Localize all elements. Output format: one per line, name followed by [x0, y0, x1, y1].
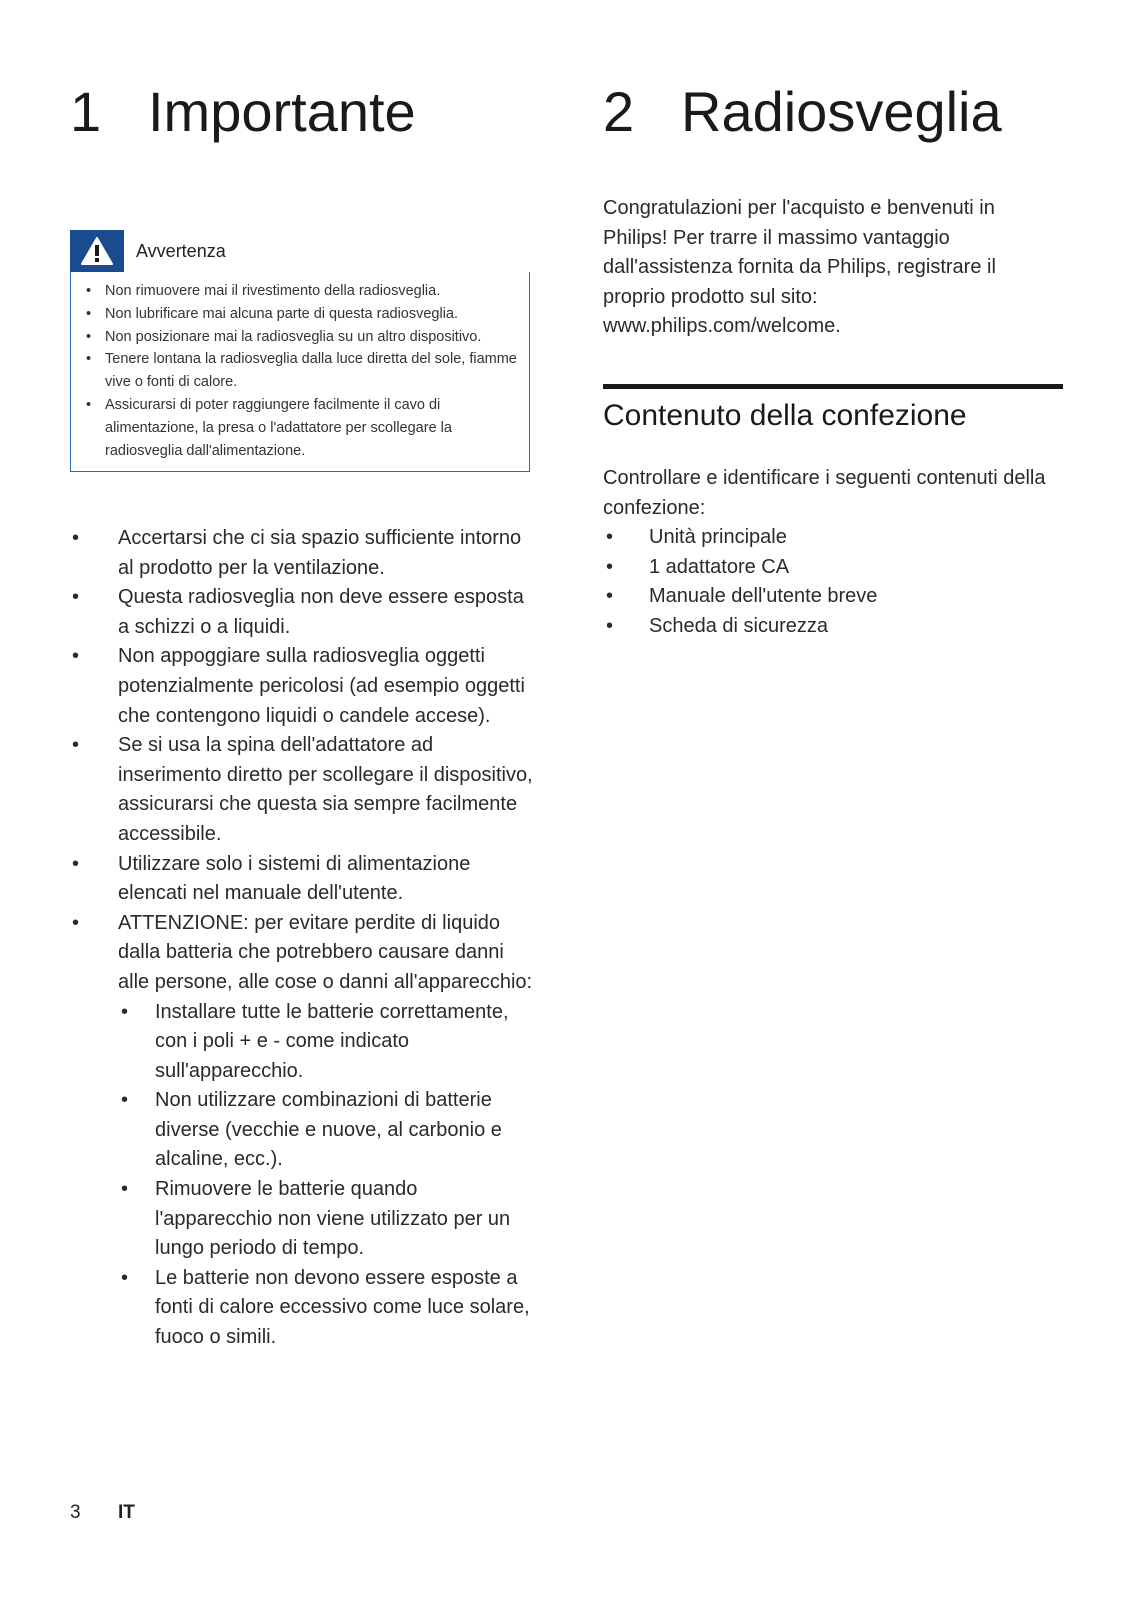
- warning-icon-container: [70, 230, 124, 272]
- battery-list: [118, 998, 540, 1353]
- chapter-number: 2: [603, 80, 635, 143]
- list-item-attenzione: [70, 909, 540, 1353]
- battery-item: • Non utilizzare combinazioni di batterie diverse (vecchie e nuove, al carbonio e alcaline, ecc.).: [118, 1086, 540, 1175]
- list-item-text: ATTENZIONE: per evitare perdite di liquido dalla batteria che potrebbero causare danni alle persone, alle cose o danni all'apparecchio:: [118, 911, 533, 993]
- warning-header: [70, 230, 530, 272]
- warning-item: • Tenere lontana la radiosveglia dalla luce diretta del sole, fiamme vive o fonti di calore.: [79, 348, 517, 394]
- chapter-heading-radiosveglia: [603, 72, 1063, 152]
- right-column: [603, 72, 1063, 637]
- warning-title: Avvertenza: [136, 240, 226, 261]
- list-item: • Manuale dell'utente breve: [603, 582, 877, 612]
- warning-item: • Assicurarsi di poter raggiungere facilmente il cavo di alimentazione, la presa o l'adattatore per scollegare la radiosveglia dall'alimentazione.: [79, 394, 517, 462]
- battery-item: • Installare tutte le batterie correttamente, con i poli + e - come indicato sull'apparecchio.: [118, 998, 540, 1087]
- chapter-title: Importante: [148, 80, 416, 143]
- warning-item: • Non lubrificare mai alcuna parte di questa radiosveglia.: [79, 303, 517, 326]
- list-item: • Accertarsi che ci sia spazio sufficiente intorno al prodotto per la ventilazione.: [70, 524, 540, 583]
- page-number: 3: [70, 1502, 81, 1523]
- list-item: • Utilizzare solo i sistemi di alimentazione elencati nel manuale dell'utente.: [70, 850, 540, 909]
- contents-intro: Controllare e identificare i seguenti contenuti della confezione:: [603, 467, 1046, 519]
- language-code: IT: [118, 1502, 135, 1523]
- battery-item: • Le batterie non devono essere esposte a fonti di calore eccessivo come luce solare, fuoco o simili.: [118, 1264, 540, 1353]
- contents-list: [603, 523, 877, 641]
- warning-item: • Non posizionare mai la radiosveglia su un altro dispositivo.: [79, 326, 517, 349]
- warning-triangle-icon: [80, 236, 114, 266]
- safety-list: [70, 524, 540, 1353]
- list-item: • Unità principale: [603, 523, 877, 553]
- chapter-heading-importante: [70, 72, 530, 152]
- battery-item: • Rimuovere le batterie quando l'apparecchio non viene utilizzato per un lungo periodo di tempo.: [118, 1175, 540, 1264]
- list-item: • Se si usa la spina dell'adattatore ad inserimento diretto per scollegare il dispositivo, assicurarsi che questa sia sempre facilmente accessibile.: [70, 731, 540, 849]
- chapter-title: Radiosveglia: [681, 80, 1002, 143]
- warning-body: [70, 272, 530, 472]
- section-title: Contenuto della confezione: [603, 399, 967, 432]
- warning-box: [70, 230, 530, 472]
- chapter-number: 1: [70, 80, 102, 143]
- section-divider: [603, 384, 1063, 389]
- list-item: • Scheda di sicurezza: [603, 612, 877, 642]
- page-footer: [70, 1502, 135, 1524]
- list-item: • 1 adattatore CA: [603, 553, 877, 583]
- list-item: • Questa radiosveglia non deve essere esposta a schizzi o a liquidi.: [70, 583, 540, 642]
- left-column: [70, 72, 533, 1349]
- list-item: • Non appoggiare sulla radiosveglia oggetti potenzialmente pericolosi (ad esempio oggetti che contengono liquidi o candele accese).: [70, 642, 540, 731]
- warning-list: [79, 280, 517, 462]
- intro-paragraph: Congratulazioni per l'acquisto e benvenuti in Philips! Per trarre il massimo vantaggio dall'assistenza fornita da Philips, registrare il proprio prodotto sul sito: www.philips.com/welcome.: [603, 197, 996, 338]
- warning-item: • Non rimuovere mai il rivestimento della radiosveglia.: [79, 280, 517, 303]
